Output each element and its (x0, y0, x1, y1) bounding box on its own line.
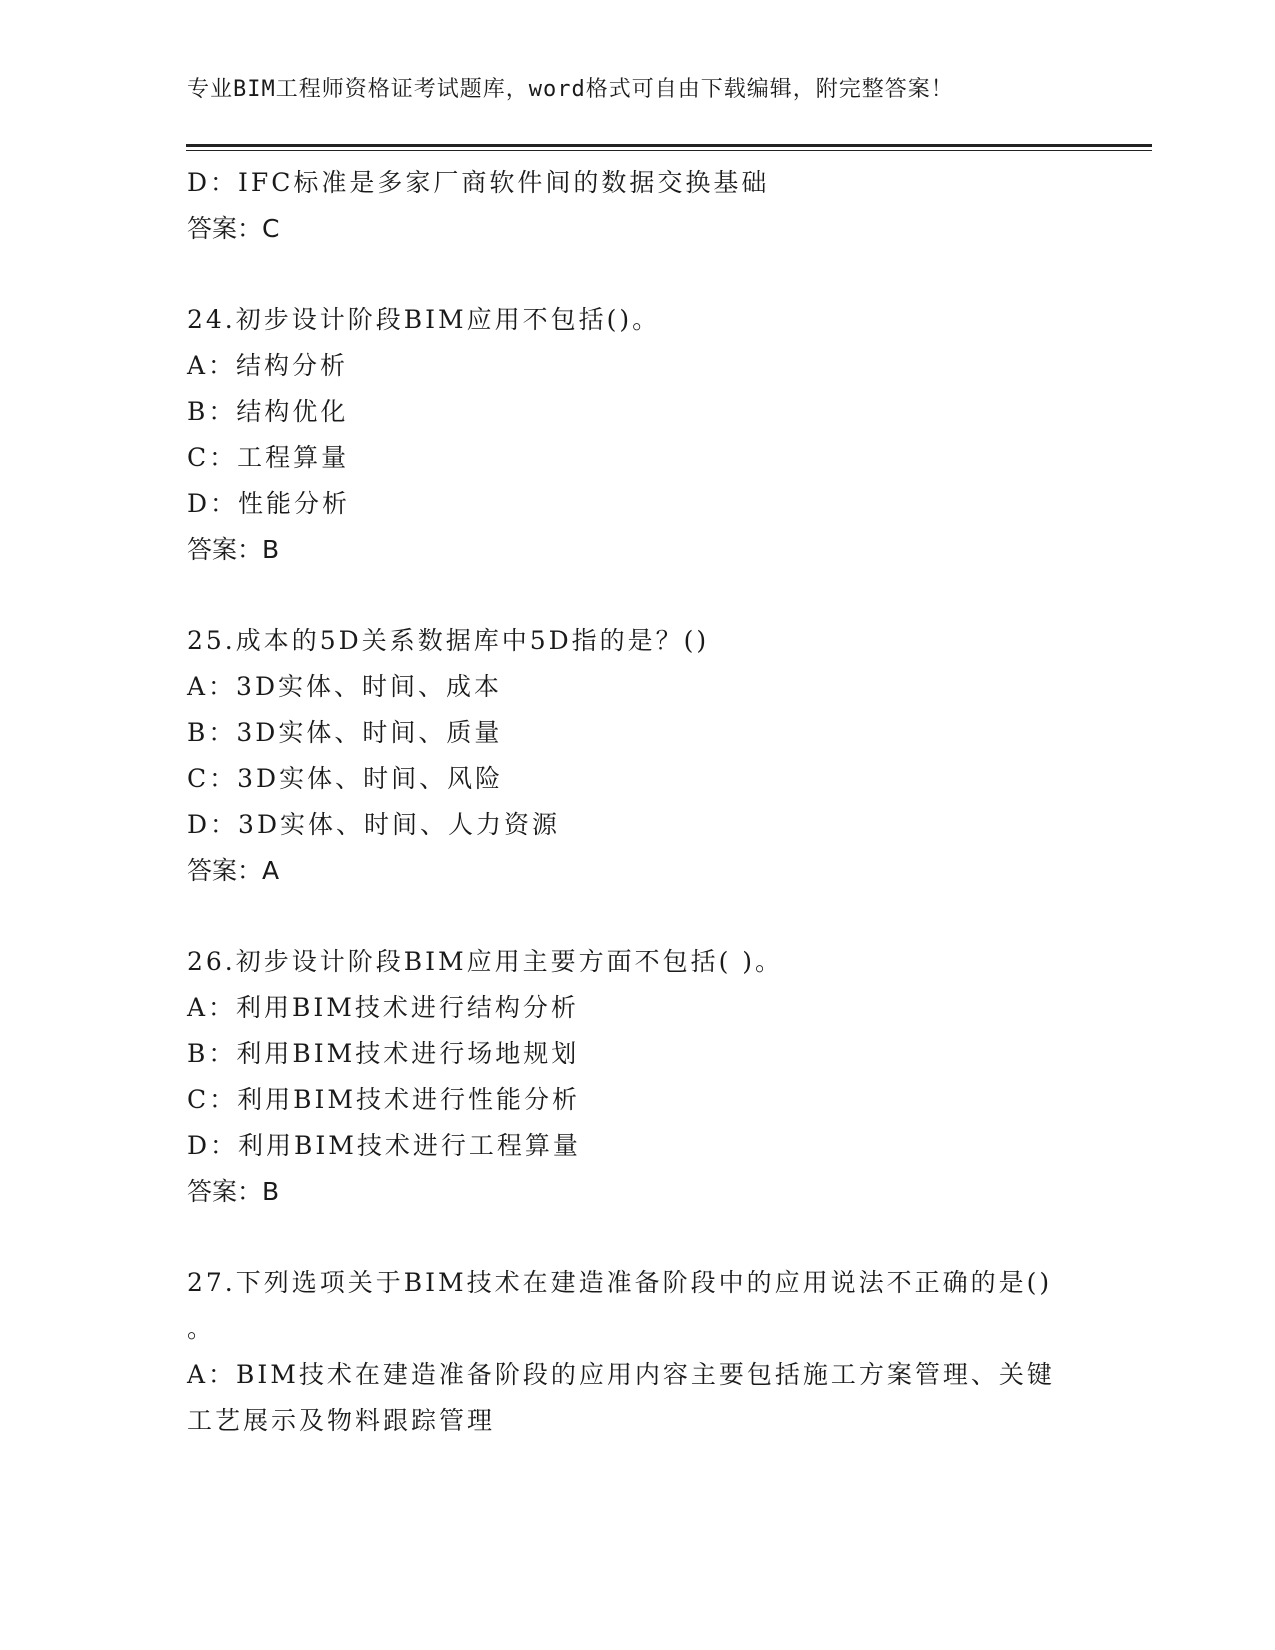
question-stem: 24.初步设计阶段BIM应用不包括()。 (187, 305, 661, 334)
header-rule-thin (186, 150, 1152, 151)
answer: 答案：B (187, 1177, 280, 1206)
answer: 答案：A (187, 856, 280, 885)
option-b: B：3D实体、时间、质量 (187, 718, 503, 747)
option-a-line-1: A：BIM技术在建造准备阶段的应用内容主要包括施工方案管理、关键 (187, 1360, 1055, 1389)
option-d: D：性能分析 (187, 489, 351, 518)
question-25 (187, 618, 1087, 894)
option-a: A：利用BIM技术进行结构分析 (187, 993, 579, 1022)
option-a: A：3D实体、时间、成本 (187, 672, 503, 701)
question-24 (187, 297, 1087, 573)
option-b: B：利用BIM技术进行场地规划 (187, 1039, 580, 1068)
option-c: C：3D实体、时间、风险 (187, 764, 504, 793)
question-stem: 25.成本的5D关系数据库中5D指的是？() (187, 626, 710, 655)
page-header: 专业BIM工程师资格证考试题库，word格式可自由下载编辑，附完整答案！ (187, 77, 954, 102)
document-body (187, 160, 1087, 1444)
option-c: C：工程算量 (187, 443, 350, 472)
prev-option-d: D：IFC标准是多家厂商软件间的数据交换基础 (187, 168, 770, 197)
option-a-line-2: 工艺展示及物料跟踪管理 (187, 1406, 496, 1435)
question-stem: 26.初步设计阶段BIM应用主要方面不包括( )。 (187, 947, 784, 976)
option-c: C：利用BIM技术进行性能分析 (187, 1085, 580, 1114)
option-d: D：利用BIM技术进行工程算量 (187, 1131, 581, 1160)
option-d: D：3D实体、时间、人力资源 (187, 810, 560, 839)
option-b: B：结构优化 (187, 397, 349, 426)
question-stem-line-2: 。 (187, 1314, 216, 1343)
question-stem-line-1: 27.下列选项关于BIM技术在建造准备阶段中的应用说法不正确的是() (187, 1268, 1053, 1297)
answer: 答案：B (187, 535, 280, 564)
header-rule-thick (186, 144, 1152, 147)
question-26 (187, 939, 1087, 1215)
option-a: A：结构分析 (187, 351, 349, 380)
question-27 (187, 1260, 1087, 1444)
prev-answer: 答案：C (187, 214, 280, 243)
